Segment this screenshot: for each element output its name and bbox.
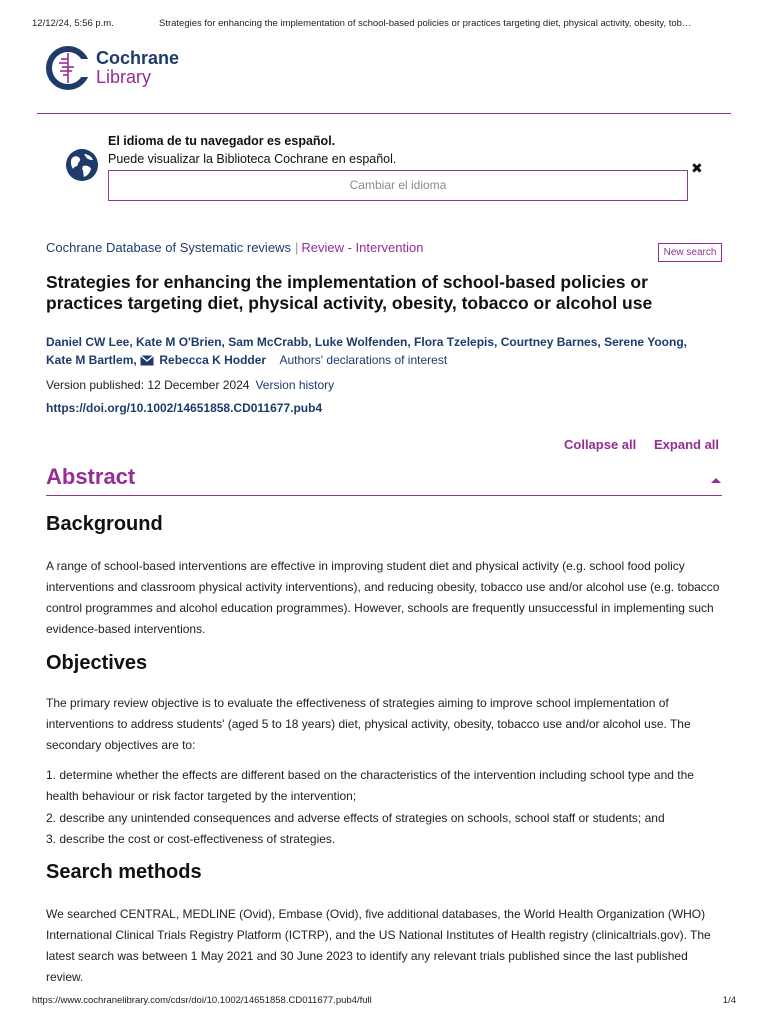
search-methods-text: We searched CENTRAL, MEDLINE (Ovid), Embase (Ovid), five additional databases, the World Health Organization (WHO) International Clinical Trials Registry Platform (ICTRP), and the US National Institutes of Health registry (clinicaltrials.gov). The latest search was between 1 May 2021 and 30 June 2023 to identify any relevant trials published since the last published review. <box>46 907 711 984</box>
breadcrumb-database-link[interactable]: Cochrane Database of Systematic reviews <box>46 240 291 255</box>
cochrane-library-logo[interactable] <box>45 45 185 93</box>
objectives-item-3: 3. describe the cost or cost‐effectiveness of strategies. <box>46 832 336 846</box>
language-notice <box>62 130 722 210</box>
background-heading: Background <box>46 513 163 535</box>
declarations-link[interactable]: Authors' declarations of interest <box>279 353 448 367</box>
version-history-link[interactable]: Version history <box>255 378 335 392</box>
breadcrumb <box>46 240 423 255</box>
objectives-item-1: 1. determine whether the effects are different based on the characteristics of the intervention including school type and the health behaviour or risk factor targeted by the intervention; <box>46 768 694 803</box>
version-info <box>46 378 334 392</box>
version-published: Version published: 12 December 2024 <box>46 378 250 392</box>
objectives-heading: Objectives <box>46 652 148 674</box>
cochrane-logo-icon <box>45 45 91 91</box>
background-text: A range of school‐based interventions are effective in improving student diet and physical activity (e.g. school food policy interventions and classroom physical activity interventions), and reducing obesity, tobacco use and/or alcohol use (e.g. tobacco control programmes and alcohol education programmes). However, schools are frequently unsuccessful in implementing such evidence‐based interventions. <box>46 559 720 636</box>
print-datetime: 12/12/24, 5:56 p.m. <box>32 18 114 29</box>
article-title: Strategies for enhancing the implementation of school‐based policies or practices targeting diet, physical activity, obesity, tobacco or alcohol use <box>46 272 653 313</box>
logo-text-cochrane: Cochrane <box>96 48 180 68</box>
mail-icon <box>140 355 154 366</box>
authors-line-2[interactable]: Kate M Bartlem, <box>46 353 137 367</box>
print-header <box>32 18 736 32</box>
breadcrumb-review-type[interactable]: Review - Intervention <box>301 240 424 255</box>
contact-author[interactable]: Rebecca K Hodder <box>159 353 267 367</box>
collapse-all-button[interactable]: Collapse all <box>564 437 637 452</box>
abstract-divider <box>46 495 722 496</box>
print-page-number: 1/4 <box>722 995 736 1006</box>
objectives-item-2: 2. describe any unintended consequences and adverse effects of strategies on schools, school staff or students; and <box>46 811 665 825</box>
language-notice-subtitle: Puede visualizar la Biblioteca Cochrane en español. <box>108 152 397 166</box>
search-methods-heading: Search methods <box>46 861 202 883</box>
logo-text-library: Library <box>96 67 152 87</box>
print-page-title: Strategies for enhancing the implementation of school-based policies or practices targeting diet, physical activity, obesity, tob… <box>159 18 692 29</box>
close-icon[interactable]: ✖ <box>691 160 703 176</box>
header-divider <box>37 113 731 114</box>
change-language-button[interactable]: Cambiar el idioma <box>108 170 688 201</box>
authors-line-1[interactable]: Daniel CW Lee, Kate M O'Brien, Sam McCrabb, Luke Wolfenden, Flora Tzelepis, Courtney Barnes, Serene Yoong, <box>46 335 687 349</box>
caret-up-icon[interactable] <box>710 476 722 484</box>
abstract-heading[interactable]: Abstract <box>46 464 136 489</box>
language-notice-title: El idioma de tu navegador es español. <box>108 134 336 148</box>
breadcrumb-separator: | <box>294 240 299 255</box>
globe-icon <box>65 148 99 182</box>
doi-link[interactable]: https://doi.org/10.1002/14651858.CD011677.pub4 <box>46 401 323 415</box>
print-url: https://www.cochranelibrary.com/cdsr/doi/10.1002/14651858.CD011677.pub4/full <box>32 995 372 1006</box>
author-list <box>46 333 726 369</box>
new-search-button[interactable]: New search <box>658 243 722 262</box>
expand-all-button[interactable]: Expand all <box>654 437 720 452</box>
objectives-text: The primary review objective is to evaluate the effectiveness of strategies aiming to improve school implementation of interventions to address students' (aged 5 to 18 years) diet, physical activity, obesity, tobacco use and/or alcohol use. The secondary objectives are to: <box>46 696 691 752</box>
